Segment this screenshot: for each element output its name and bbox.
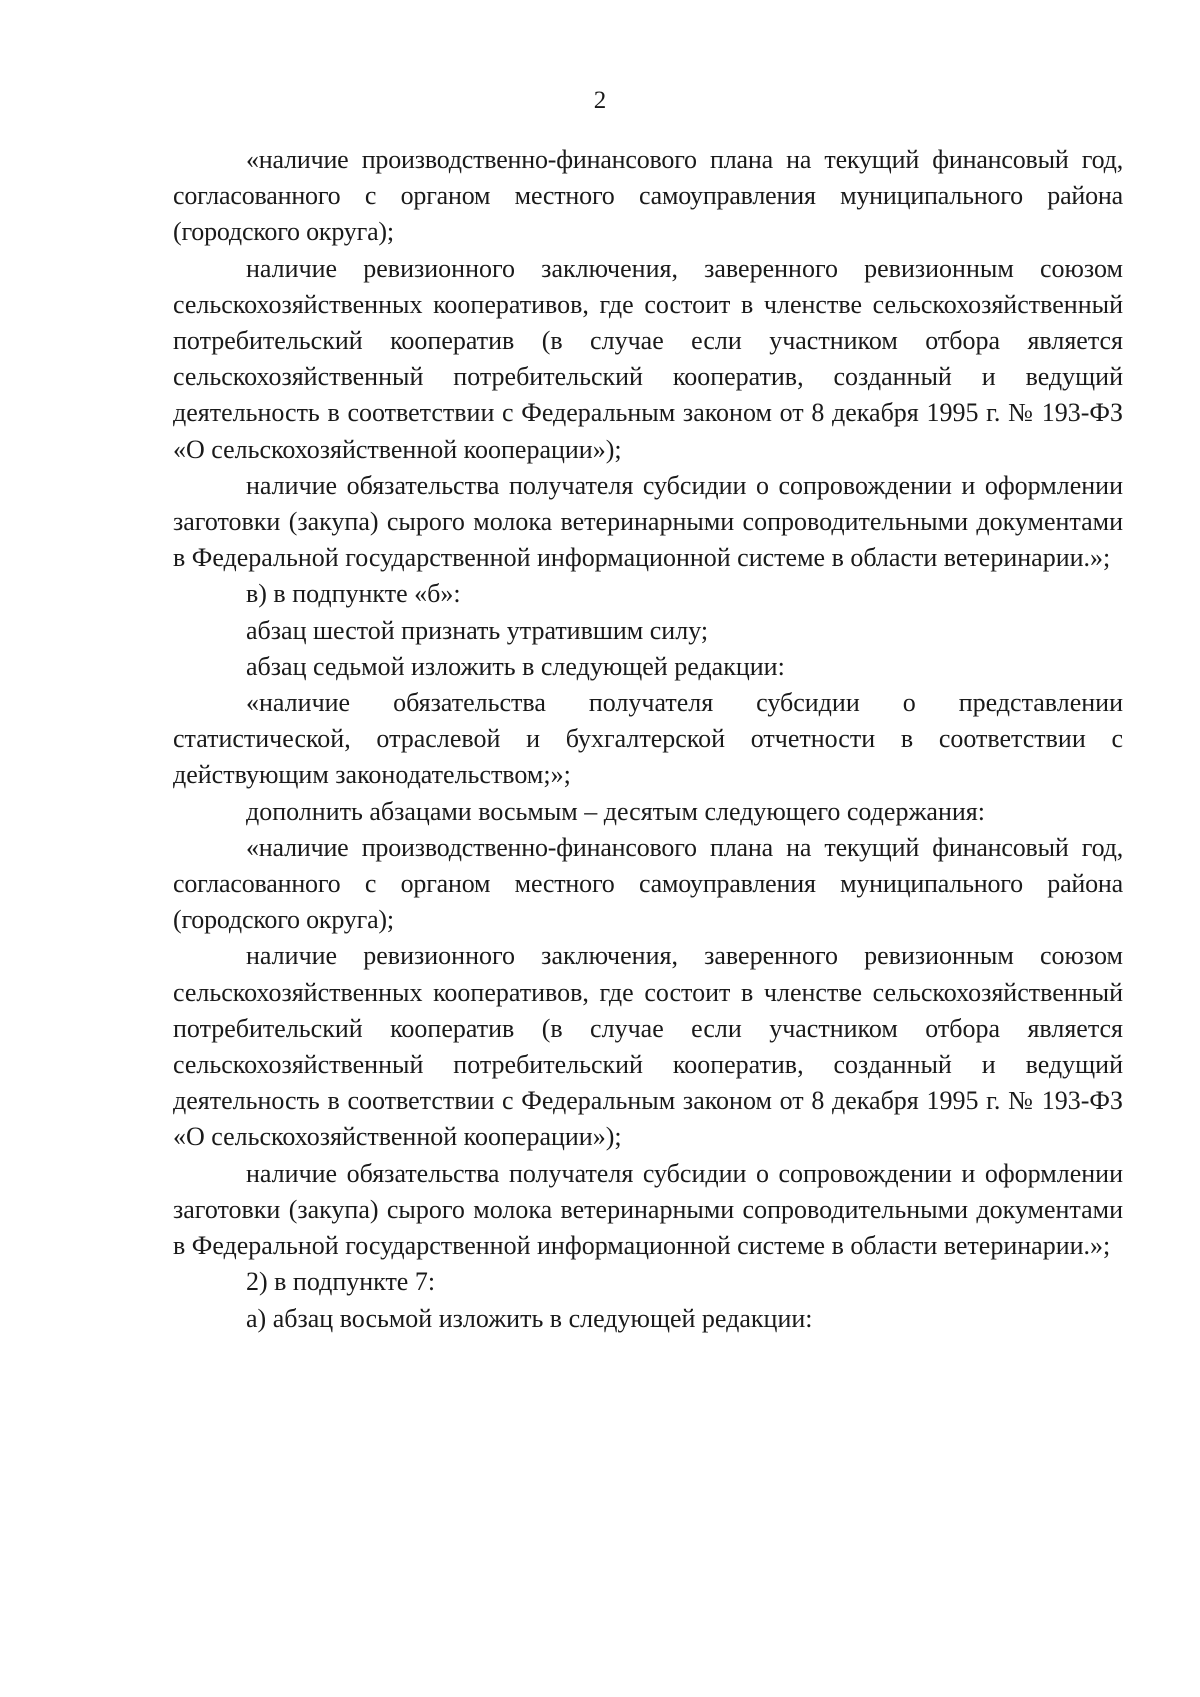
paragraph-seventh-edit: абзац седьмой изложить в следующей редакции:: [246, 651, 785, 681]
paragraph-eighth-edit: а) абзац восьмой изложить в следующей редакции:: [246, 1303, 813, 1333]
paragraph-milk-obligation: наличие обязательства получателя субсидии о сопровождении и оформлении заготовки (закупа) сырого молока ветеринарными сопроводительными документами в Федеральной государственной информационной системе в области ветеринарии.»;: [173, 470, 1123, 573]
paragraph-milk-obligation-2: наличие обязательства получателя субсидии о сопровождении и оформлении заготовки (закупа) сырого молока ветеринарными сопроводительными документами в Федеральной государственной информационной системе в области ветеринарии.»;: [173, 1158, 1123, 1261]
paragraph-financial-plan-2: «наличие производственно-финансового плана на текущий финансовый год, согласованного с органом местного самоуправления муниципального района (городского округа);: [173, 832, 1123, 935]
paragraph-subpoint-7: 2) в подпункте 7:: [246, 1267, 436, 1297]
paragraph-subpoint-b: в) в подпункте «б»:: [246, 579, 461, 609]
page-number: 2: [593, 87, 607, 114]
paragraph-financial-plan: «наличие производственно-финансового плана на текущий финансовый год, согласованного с органом местного самоуправления муниципального района (городского округа);: [173, 145, 1123, 247]
paragraph-audit-conclusion: наличие ревизионного заключения, заверенного ревизионным союзом сельскохозяйственных кооперативов, где состоит в членстве сельскохозяйственный потребительский кооператив (в случае если участником отбора является сельскохозяйственный потребительский кооператив, созданный и ведущий деятельность в соответствии с Федеральным законом от 8 декабря 1995 г. № 193-ФЗ «О сельскохозяйственной кооперации»);: [173, 253, 1123, 464]
document-body: [173, 142, 1123, 1337]
paragraph-reporting-obligation: «наличие обязательства получателя субсидии о представлении статистической, отраслевой и бухгалтерской отчетности в соответствии с действующим законодательством;»;: [173, 688, 1123, 790]
paragraph-supplement: дополнить абзацами восьмым – десятым следующего содержания:: [246, 796, 985, 826]
paragraph-sixth-void: абзац шестой признать утратившим силу;: [246, 615, 709, 645]
paragraph-audit-conclusion-2: наличие ревизионного заключения, заверенного ревизионным союзом сельскохозяйственных кооперативов, где состоит в членстве сельскохозяйственный потребительский кооператив (в случае если участником отбора является сельскохозяйственный потребительский кооператив, созданный и ведущий деятельность в соответствии с Федеральным законом от 8 декабря 1995 г. № 193-ФЗ «О сельскохозяйственной кооперации»);: [173, 941, 1123, 1152]
